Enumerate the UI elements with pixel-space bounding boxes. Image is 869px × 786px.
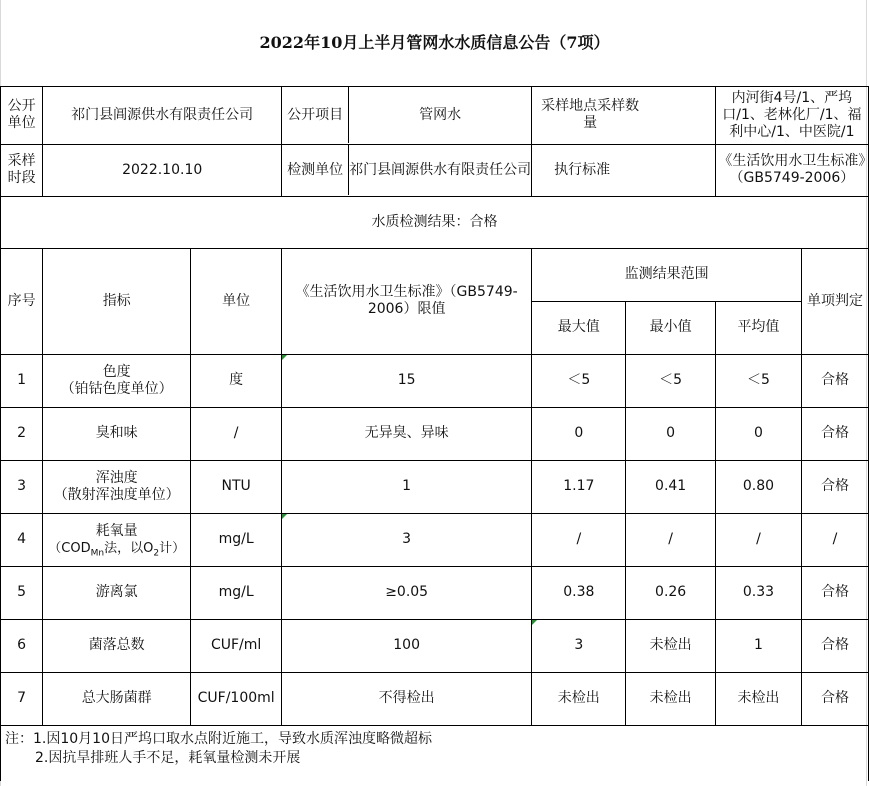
col-avg: 平均值 — [715, 301, 801, 354]
sample-value: 内河街4号/1、严坞口/1、老林化厂/1、福利中心/1、中医院/1 — [715, 86, 868, 144]
row-max: / — [532, 513, 626, 566]
row-unit: / — [191, 407, 282, 460]
indicator-name: 色度 — [102, 363, 131, 380]
col-unit: 单位 — [191, 248, 282, 354]
row-avg: 0.33 — [715, 566, 801, 619]
row-limit: 15 — [282, 354, 532, 407]
notes — [1, 725, 869, 781]
disclose-unit-value: 祁门县阊源供水有限责任公司 — [43, 86, 282, 144]
row-min: 未检出 — [626, 672, 715, 725]
row-limit: 3 — [282, 513, 532, 566]
row-min: 0 — [626, 407, 715, 460]
table-row — [1, 460, 869, 513]
indicator-subnote: （铂钴色度单位） — [60, 380, 173, 397]
item-label: 公开项目 — [282, 87, 349, 143]
table-row — [1, 672, 869, 725]
col-min: 最小值 — [626, 301, 715, 354]
row-max: 0 — [532, 407, 626, 460]
indicator-subnote — [45, 540, 188, 557]
col-verdict: 单项判定 — [802, 248, 869, 354]
row-unit: CUF/ml — [191, 619, 282, 672]
row-max: 未检出 — [532, 672, 626, 725]
cod-note-sub2: 2 — [153, 548, 160, 559]
row-verdict: 合格 — [802, 672, 869, 725]
sample-label: 采样地点采样数量 — [541, 98, 640, 131]
row-unit: mg/L — [191, 513, 282, 566]
row-verdict: / — [802, 513, 869, 566]
row-verdict: 合格 — [802, 619, 869, 672]
data-rows — [1, 354, 869, 725]
indicator-name: 菌落总数 — [88, 637, 145, 653]
row-no: 2 — [1, 407, 43, 460]
note-1: 注：1.因10月10日严坞口取水点附近施工，导致水质浑浊度略微超标 — [5, 730, 432, 747]
row-verdict: 合格 — [802, 566, 869, 619]
cod-note-c: 计） — [159, 540, 186, 556]
note-2: 2.因抗旱排班人手不足，耗氧量检测未开展 — [35, 749, 301, 766]
test-unit-value: 祁门县阊源供水有限责任公司 — [349, 161, 532, 178]
row-unit: mg/L — [191, 566, 282, 619]
indicator-name: 臭和味 — [95, 425, 138, 441]
row-no: 7 — [1, 672, 43, 725]
table-row — [1, 619, 869, 672]
row-max: 1.17 — [532, 460, 626, 513]
indicator-name: 浑浊度 — [95, 469, 138, 486]
item-value: 管网水 — [419, 106, 462, 123]
row-indicator — [43, 672, 191, 725]
test-unit-cell — [282, 144, 532, 196]
row-no: 3 — [1, 460, 43, 513]
cod-note-b: 法，以O — [104, 540, 154, 556]
row-avg: 0.80 — [715, 460, 801, 513]
row-limit: 不得检出 — [282, 672, 532, 725]
row-indicator — [43, 619, 191, 672]
row-verdict: 合格 — [802, 460, 869, 513]
row-min: 未检出 — [626, 619, 715, 672]
row-avg: / — [715, 513, 801, 566]
indicator-name: 游离氯 — [95, 584, 138, 600]
col-max: 最大值 — [532, 301, 626, 354]
row-avg: ＜5 — [715, 354, 801, 407]
row-max: 0.38 — [532, 566, 626, 619]
result-line: 水质检测结果：合格 — [1, 196, 869, 248]
table-row — [1, 513, 869, 566]
row-min: ＜5 — [626, 354, 715, 407]
row-limit: 1 — [282, 460, 532, 513]
standard-label-cell — [532, 144, 716, 196]
sample-cell — [532, 86, 716, 144]
cod-note-a: （COD — [48, 540, 91, 556]
row-indicator — [43, 354, 191, 407]
indicator-name: 总大肠菌群 — [81, 690, 152, 706]
row-no: 5 — [1, 566, 43, 619]
standard-value: 《生活饮用水卫生标准》（GB5749-2006） — [715, 144, 868, 196]
row-unit: CUF/100ml — [191, 672, 282, 725]
row-limit: ≥0.05 — [282, 566, 532, 619]
row-unit: NTU — [191, 460, 282, 513]
row-limit: 100 — [282, 619, 532, 672]
col-range: 监测结果范围 — [532, 248, 802, 301]
row-min: 0.26 — [626, 566, 715, 619]
col-indicator: 指标 — [43, 248, 191, 354]
period-value: 2022.10.10 — [43, 144, 282, 196]
row-indicator — [43, 407, 191, 460]
table-row — [1, 407, 869, 460]
row-indicator — [43, 566, 191, 619]
standard-label: 执行标准 — [554, 161, 611, 178]
row-limit: 无异臭、异味 — [282, 407, 532, 460]
cod-note-sub1: Mn — [90, 548, 105, 559]
row-avg: 未检出 — [715, 672, 801, 725]
period-label: 采样时段 — [1, 144, 43, 196]
item-cell — [282, 86, 532, 144]
row-max: 3 — [532, 619, 626, 672]
indicator-name: 耗氧量 — [95, 522, 138, 539]
row-max: ＜5 — [532, 354, 626, 407]
row-indicator — [43, 460, 191, 513]
row-no: 4 — [1, 513, 43, 566]
test-unit-label: 检测单位 — [282, 145, 349, 195]
row-avg: 1 — [715, 619, 801, 672]
row-min: / — [626, 513, 715, 566]
row-indicator — [43, 513, 191, 566]
row-verdict: 合格 — [802, 354, 869, 407]
indicator-subnote: （散射浑浊度单位） — [53, 486, 180, 503]
col-limit: 《生活饮用水卫生标准》（GB5749-2006）限值 — [282, 248, 532, 354]
row-verdict: 合格 — [802, 407, 869, 460]
table-row — [1, 566, 869, 619]
row-no: 6 — [1, 619, 43, 672]
row-avg: 0 — [715, 407, 801, 460]
row-no: 1 — [1, 354, 43, 407]
col-no: 序号 — [1, 248, 43, 354]
table-row — [1, 354, 869, 407]
row-min: 0.41 — [626, 460, 715, 513]
row-unit: 度 — [191, 354, 282, 407]
disclose-unit-label: 公开单位 — [1, 86, 43, 144]
page-title: 2022年10月上半月管网水水质信息公告（7项） — [259, 33, 610, 53]
